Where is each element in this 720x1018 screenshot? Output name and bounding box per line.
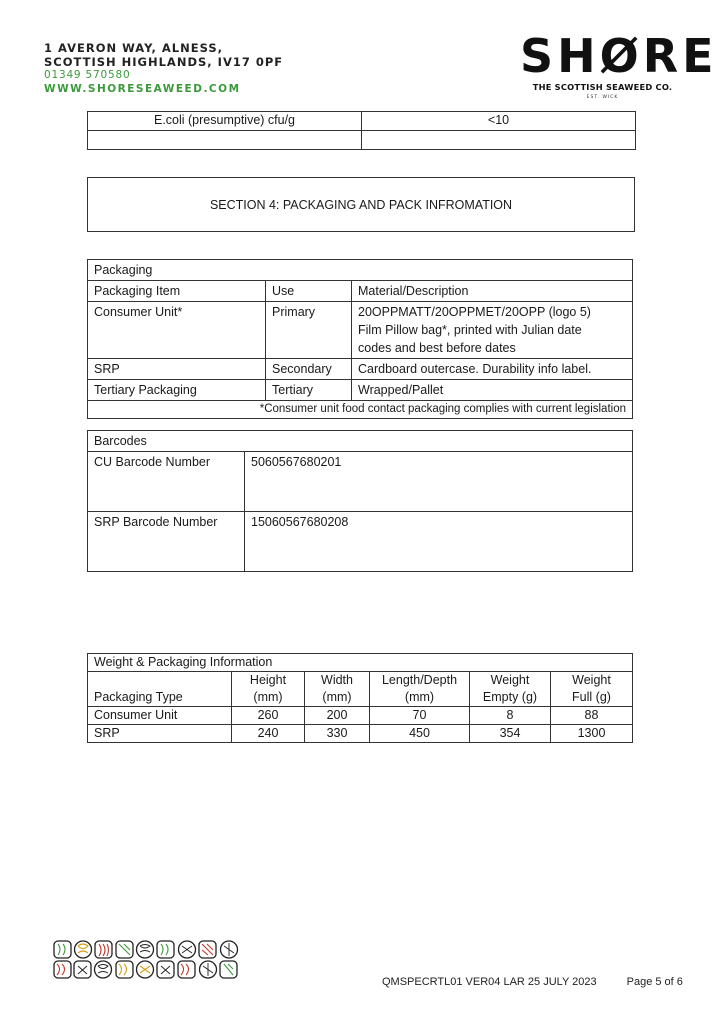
barcode-value: 5060567680201 (245, 452, 633, 512)
page-footer (382, 976, 683, 988)
logo-wordmark: SHØRE (520, 29, 718, 83)
table-row (88, 302, 633, 359)
packaging-title: Packaging (88, 260, 633, 281)
packaging-item: SRP (88, 359, 266, 380)
column-header (370, 672, 470, 707)
packaging-item: Tertiary Packaging (88, 380, 266, 401)
table-cell: 240 (232, 725, 305, 743)
table-cell: SRP (88, 725, 232, 743)
document-reference: QMSPECRTL01 VER04 LAR 25 JULY 2023 (382, 976, 597, 988)
column-header (88, 672, 232, 707)
empty-cell (88, 131, 362, 150)
column-header (470, 672, 551, 707)
page-number: Page 5 of 6 (626, 976, 683, 988)
table-cell: 88 (551, 707, 633, 725)
table-row (88, 380, 633, 401)
table-cell: 8 (470, 707, 551, 725)
address-line-1: 1 AVERON WAY, ALNESS, (44, 41, 224, 55)
section-title: SECTION 4: PACKAGING AND PACK INFROMATION (87, 177, 635, 232)
table-title-row (88, 431, 633, 452)
packaging-table (87, 259, 633, 419)
table-title-row (88, 654, 633, 672)
table-row (88, 452, 633, 512)
header-line: Weight (572, 673, 611, 687)
column-header: Use (266, 281, 352, 302)
table-row (88, 512, 633, 572)
logo-est: EST. WICK (586, 95, 619, 100)
header-line: (mm) (404, 690, 435, 704)
column-header (232, 672, 305, 707)
table-row (88, 707, 633, 725)
packaging-desc: Wrapped/Pallet (352, 380, 633, 401)
barcode-label: SRP Barcode Number (88, 512, 245, 572)
barcode-label: CU Barcode Number (88, 452, 245, 512)
table-cell: 1300 (551, 725, 633, 743)
microbiology-table (87, 111, 636, 150)
table-title-row (88, 260, 633, 281)
header-line: Length/Depth (381, 673, 458, 687)
address-line-2: SCOTTISH HIGHLANDS, IV17 0PF (44, 54, 284, 69)
barcode-value: 15060567680208 (245, 512, 633, 572)
desc-line: Film Pillow bag*, printed with Julian date (358, 323, 582, 337)
column-header (305, 672, 370, 707)
header-line: Packaging Type (94, 690, 183, 704)
header-line: (mm) (322, 690, 352, 704)
table-cell: 260 (232, 707, 305, 725)
column-header (551, 672, 633, 707)
packaging-footnote: *Consumer unit food contact packaging complies with current legislation (88, 401, 633, 419)
seaweed-icons-decoration (52, 938, 242, 982)
weight-title: Weight & Packaging Information (88, 654, 633, 672)
header-line: Full (g) (572, 690, 611, 704)
table-header-row (88, 672, 633, 707)
header-line: Weight (490, 673, 530, 687)
packaging-desc (352, 302, 633, 359)
table-row (88, 112, 636, 131)
column-header: Packaging Item (88, 281, 266, 302)
table-cell: 330 (305, 725, 370, 743)
packaging-use: Secondary (266, 359, 352, 380)
ecoli-value: <10 (362, 112, 636, 131)
table-row (88, 359, 633, 380)
weight-table (87, 653, 633, 743)
table-cell: 200 (305, 707, 370, 725)
phone-number: 01349 570580 (44, 69, 131, 81)
header-line: Width (321, 673, 353, 687)
company-address (44, 42, 283, 96)
desc-line: codes and best before dates (358, 341, 516, 355)
packaging-item: Consumer Unit* (88, 302, 266, 359)
header-line: Empty (g) (482, 690, 538, 704)
table-cell: 70 (370, 707, 470, 725)
packaging-desc: Cardboard outercase. Durability info label. (352, 359, 633, 380)
table-row (88, 725, 633, 743)
desc-line: 20OPPMATT/20OPPMET/20OPP (logo 5) (358, 305, 591, 319)
table-cell: Consumer Unit (88, 707, 232, 725)
barcodes-table (87, 430, 633, 572)
packaging-use: Tertiary (266, 380, 352, 401)
header-line: Height (249, 673, 287, 687)
table-row (88, 131, 636, 150)
column-header: Material/Description (352, 281, 633, 302)
table-header-row (88, 281, 633, 302)
shore-logo (520, 29, 718, 100)
barcodes-title: Barcodes (88, 431, 633, 452)
table-cell: 354 (470, 725, 551, 743)
website-link[interactable]: WWW.SHORESEAWEED.COM (44, 82, 241, 95)
logo-tagline: THE SCOTTISH SEAWEED CO. (532, 82, 673, 92)
table-footnote-row (88, 401, 633, 419)
header-line: (mm) (253, 690, 283, 704)
ecoli-label: E.coli (presumptive) cfu/g (88, 112, 362, 131)
table-cell: 450 (370, 725, 470, 743)
packaging-use: Primary (266, 302, 352, 359)
empty-cell (362, 131, 636, 150)
